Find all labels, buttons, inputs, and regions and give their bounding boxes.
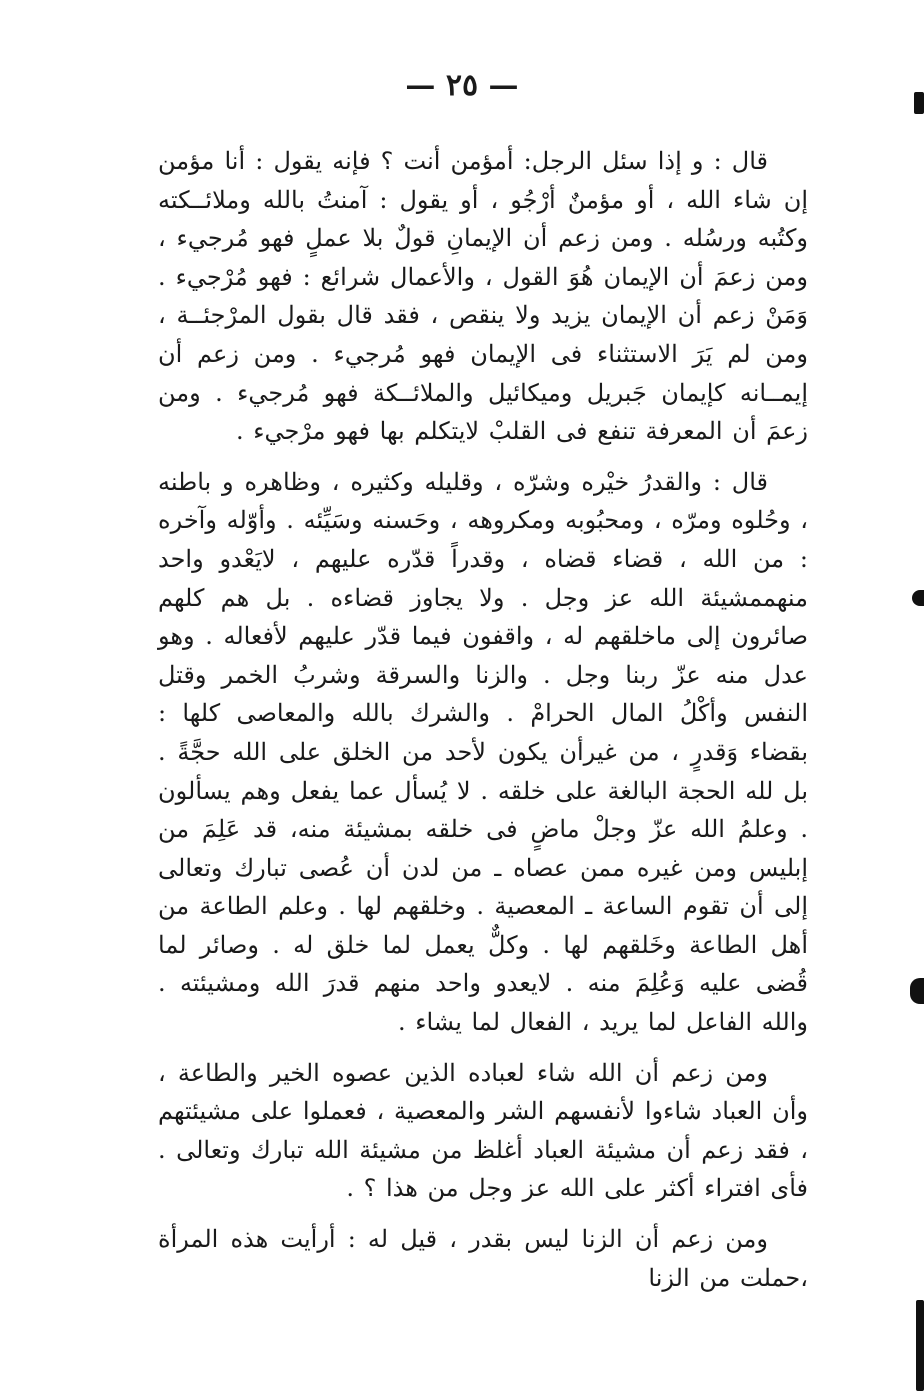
paragraph-divine-will: ومن زعم أن الله شاء لعباده الذين عصوه الخير والطاعة ، وأن العباد شاءوا لأنفسهم الشر والمعصية ، فعملوا على مشيئتهم ، فقد زعم أن مشيئة العباد أغلظ من مشيئة الله تبارك وتعالى . فأى افتراء أكثر على الله عز وجل من هذا ؟ . — [158, 1058, 808, 1203]
paragraph-predestination: قال : والقدرُ خيْره وشرّه ، وقليله وكثيره ، وظاهره و باطنه ، وحُلوه ومرّه ، ومحبُوبه ومكروهه ، وحَسنه وسَيِّئه . وأوّله وآخره : من الله ، قضاء قضاه ، وقدراً قدّره عليهم ، لايَعْدو واحد منهممشيئة الله عز وجل . ولا يجاوز قضاءه . بل هم كلهم صائرون إلى ماخلقهم له ، واقفون فيما قدّر عليهم لأفعاله . وهو عدل منه عزّ ربنا وجل . والزنا والسرقة وشربُ الخمر وقتل النفس وأكْلُ المال الحرامْ . والشرك بالله والمعاصى كلها : بقضاء وَقدرٍ ، من غيرأن يكون لأحد من الخلق على الله حجَّةً . بل لله الحجة البالغة على خلقه . لا يُسأل عما يفعل وهم يسألون . وعلمُ الله عزّ وجلْ ماضٍ فى خلقه بمشيئة منه، قد عَلِمَ من إبليس ومن غيره ممن عصاه ـ من لدن أن عُصى تبارك وتعالى إلى أن تقوم الساعة ـ المعصية . وخلقهم لها . وعلم الطاعة من أهل الطاعة وخَلقهم لها . وكلٌّ يعمل لما خلق له . وصائر لما قُضى عليه وَعُلِمَ منه . لايعدو واحد منهم قدرَ الله ومشيئته . والله الفاعل لما يريد ، الفعال لما يشاء . — [158, 467, 808, 1037]
paragraph-zina: ومن زعم أن الزنا ليس بقدر ، قيل له : أرأيت هذه المرأة ،حملت من الزنا — [158, 1225, 808, 1292]
binding-mark-icon — [914, 92, 924, 114]
binding-mark-icon — [912, 590, 924, 606]
binding-mark-icon — [910, 978, 924, 1004]
page-number: — ٢٥ — — [405, 68, 519, 103]
page-edge-shadow-icon — [916, 1300, 924, 1391]
page-body — [158, 142, 808, 1297]
paragraph-faith: قال : و إذا سئل الرجل: أمؤمن أنت ؟ فإنه يقول : أنا مؤمن إن شاء الله ، أو مؤمنٌ أرْجُو ، أو يقول : آمنتُ بالله وملائــكته وكتُبه ورسُله . ومن زعم أن الإيمانِ قولٌ بلا عملٍ فهو مُرجيء ، ومن زعمَ أن الإيمان هُوَ القول ، والأعمال شرائع : فهو مُرْجيء . وَمَنْ زعم أن الإيمان يزيد ولا ينقص ، فقد قال بقول المرْجئــة ، ومن لم يَرَ الاستثناء فى الإيمان فهو مُرجيء . ومن زعم أن إيمــانه كإيمان جَبريل وميكائيل والملائــكة فهو مُرجيء . ومن زعمَ أن المعرفة تنفع فى القلبْ لايتكلم بها فهو مرْجيء . — [158, 147, 808, 446]
